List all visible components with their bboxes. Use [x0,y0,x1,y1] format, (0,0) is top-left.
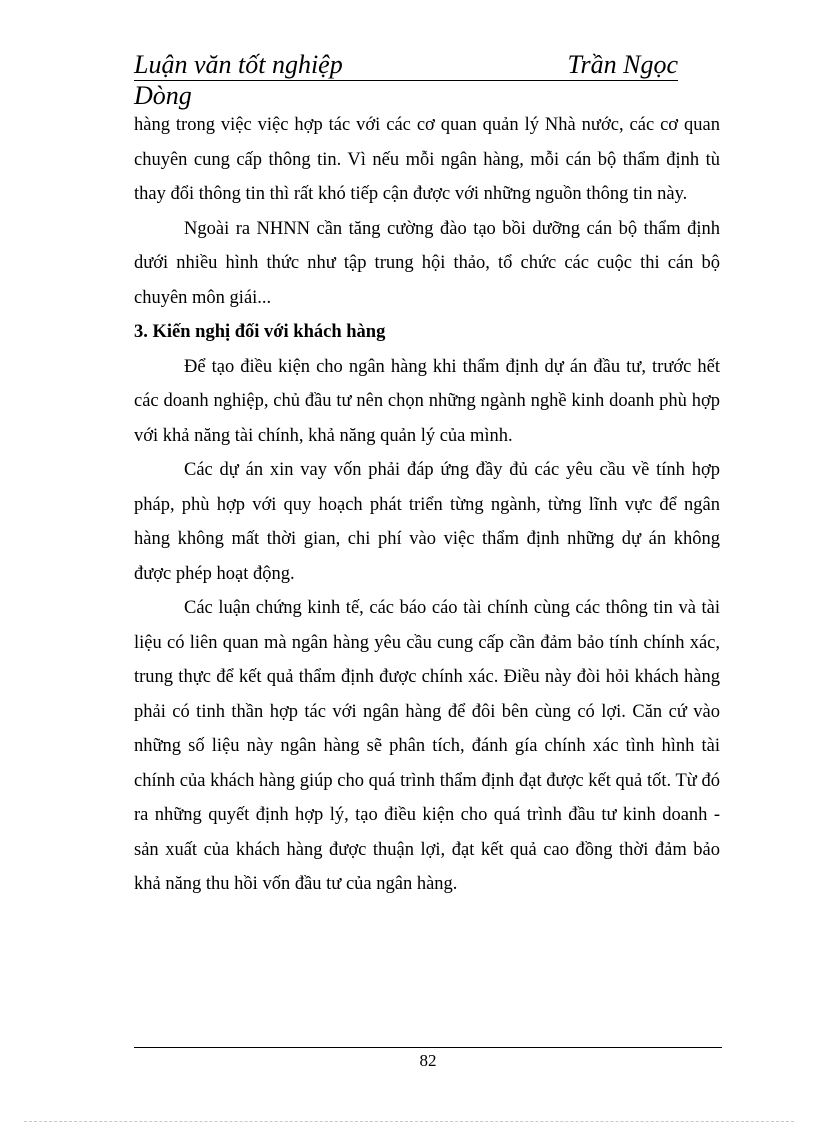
document-body [134,108,720,902]
author-name: Trần Ngọc [567,50,678,79]
document-title: Luận văn tốt nghiệp [134,50,343,79]
paragraph: Để tạo điều kiện cho ngân hàng khi thẩm định dự án đầu tư, trước hết các doanh nghiệp, chủ đầu tư nên chọn những ngành nghề kinh doanh phù hợp với khả năng tài chính, khả năng quản lý của mình. [134,356,720,446]
paragraph: Ngoài ra NHNN cần tăng cường đào tạo bồi dưỡng cán bộ thẩm định dưới nhiều hình thức như tập trung hội thảo, tổ chức các cuộc thi cán bộ chuyên môn giái... [134,218,720,308]
paragraph: Các dự án xin vay vốn phải đáp ứng đầy đủ các yêu cầu về tính hợp pháp, phù hợp với quy hoạch phát triển từng ngành, từng lĩnh vực để ngân hàng không mất thời gian, chi phí vào việc thẩm định những dự án không được phép hoạt động. [134,460,720,584]
paragraph: Các luận chứng kinh tế, các báo cáo tài chính cùng các thông tin và tài liệu có liên quan mà ngân hàng yêu cầu cung cấp cần đảm bảo tính chính xác, trung thực để kết quả thẩm định được chính xác. Điều này đòi hỏi khách hàng phải có tinh thần hợp tác với ngân hàng để đôi bên cùng có lợi. Căn cứ vào những số liệu này ngân hàng sẽ phân tích, đánh gía chính xác tình hình tài chính của khách hàng giúp cho quá trình thẩm định đạt được kết quả tốt. Từ đó ra những quyết định hợp lý, tạo điều kiện cho quá trình đầu tư kinh doanh - sản xuất của khách hàng được thuận lợi, đạt kết quả cao đồng thời đảm bảo khả năng thu hồi vốn đầu tư của ngân hàng. [134,598,720,894]
page-header [134,50,678,111]
header-title-row [134,50,678,81]
page-bottom-border [24,1121,794,1122]
footer-divider [134,1047,722,1048]
paragraph: hàng trong việc việc hợp tác với các cơ quan quản lý Nhà nước, các cơ quan chuyên cung cấp thông tin. Vì nếu mỗi ngân hàng, mỗi cán bộ thẩm định tù thay đổi thông tin thì rất khó tiếp cận được với những nguồn thông tin này. [134,115,720,204]
section-heading: 3. Kiến nghị đối với khách hàng [134,322,386,342]
page-number: 82 [419,1051,437,1070]
author-name-continued: Dòng [134,81,192,110]
